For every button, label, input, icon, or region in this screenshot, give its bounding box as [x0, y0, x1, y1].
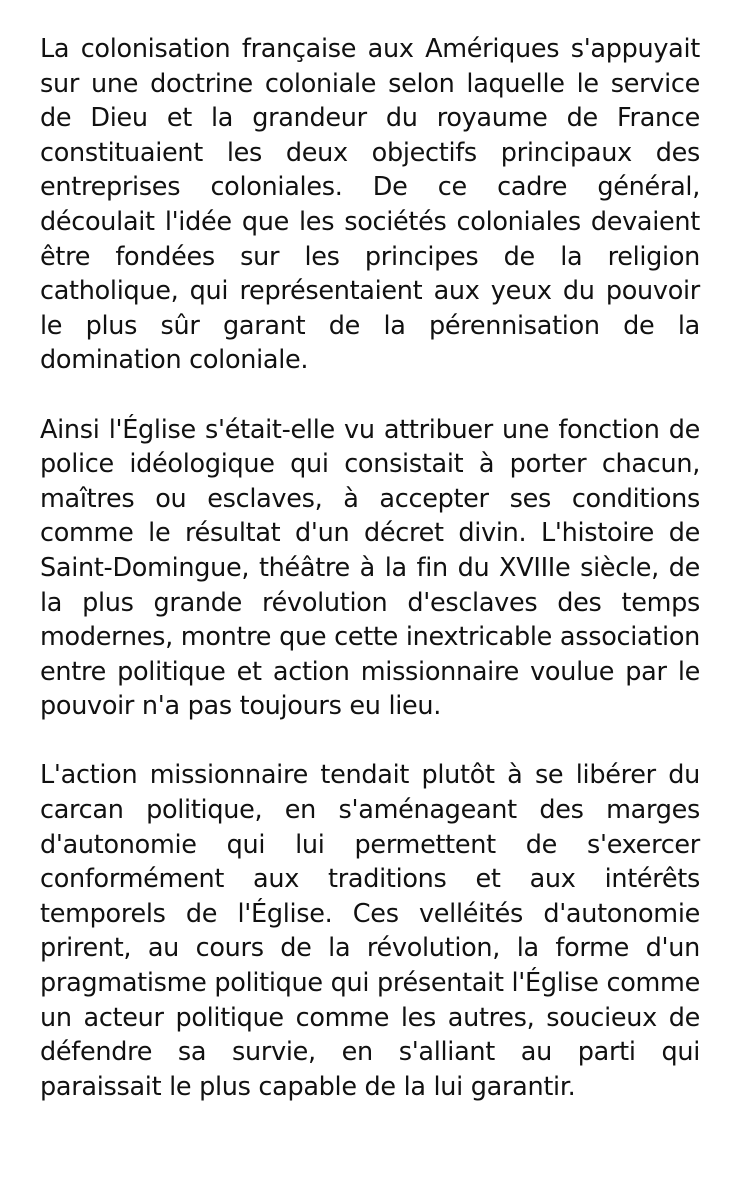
- paragraph-2: Ainsi l'Église s'était-elle vu attribuer une fonction de police idéologique qui consistait à porter chacun, maîtres ou esclaves, à accepter ses conditions comme le résultat d'un décret divin. L'histoire de Saint-Domingue, théâtre à la fin du XVIIIe siècle, de la plus grande révolution d'esclaves des temps modernes, montre que cette inextricable association entre politique et action missionnaire voulue par le pouvoir n'a pas toujours eu lieu.: [40, 414, 700, 722]
- paragraph-1: La colonisation française aux Amériques s'appuyait sur une doctrine coloniale selon laquelle le service de Dieu et la grandeur du royaume de France constituaient les deux objectifs principaux des entreprises coloniales. De ce cadre général, découlait l'idée que les sociétés coloniales devaient être fondées sur les principes de la religion catholique, qui représentaient aux yeux du pouvoir le plus sûr garant de la pérennisation de la domination coloniale.: [40, 34, 700, 376]
- document-body: [40, 32, 700, 1104]
- paragraph-3: L'action missionnaire tendait plutôt à se libérer du carcan politique, en s'aménageant des marges d'autonomie qui lui permettent de s'exercer conformément aux traditions et aux intérêts temporels de l'Église. Ces velléités d'autonomie prirent, au cours de la révolution, la forme d'un pragmatisme politique qui présentait l'Église comme un acteur politique comme les autres, soucieux de défendre sa survie, en s'alliant au parti qui paraissait le plus capable de la lui garantir.: [40, 760, 700, 1102]
